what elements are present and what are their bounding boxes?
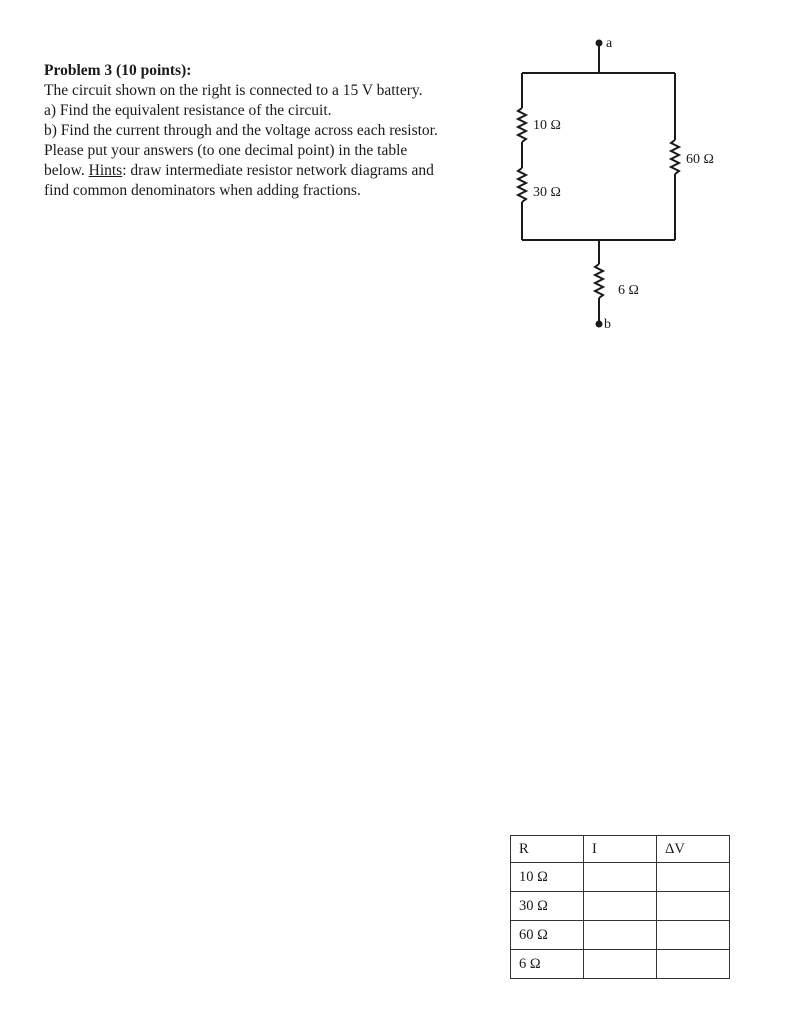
table-header-row [511, 836, 730, 863]
resistor-30-ohm [518, 168, 526, 202]
terminal-b-label: b [604, 317, 611, 332]
cell-resistance: 60 Ω [511, 921, 584, 950]
problem-line-5 [44, 161, 514, 181]
header-r: R [511, 836, 584, 863]
problem-statement [44, 61, 514, 201]
line-5-end: : draw intermediate resistor network diagrams and [122, 162, 434, 179]
terminal-a-label: a [606, 36, 613, 51]
problem-line-1: The circuit shown on the right is connected to a 15 V battery. [44, 82, 423, 99]
r3-label: 60 Ω [686, 152, 714, 167]
cell-voltage[interactable] [657, 892, 730, 921]
cell-voltage[interactable] [657, 921, 730, 950]
r1-label: 10 Ω [533, 118, 561, 133]
cell-current[interactable] [584, 921, 657, 950]
cell-resistance: 30 Ω [511, 892, 584, 921]
problem-line-2: a) Find the equivalent resistance of the circuit. [44, 102, 332, 119]
r4-label: 6 Ω [618, 283, 639, 298]
cell-resistance: 6 Ω [511, 950, 584, 979]
answer-table [510, 835, 730, 979]
table-row [511, 863, 730, 892]
cell-current[interactable] [584, 892, 657, 921]
problem-title: Problem 3 (10 points): [44, 62, 192, 79]
header-current: I [584, 836, 657, 863]
terminal-b-dot [596, 321, 603, 328]
resistor-10-ohm [518, 108, 526, 142]
line-5-start: below. [44, 162, 89, 179]
table-row [511, 892, 730, 921]
problem-line-6: find common denominators when adding fractions. [44, 182, 361, 199]
header-voltage: ΔV [657, 836, 730, 863]
problem-line-4: Please put your answers (to one decimal point) in the table [44, 142, 408, 159]
table-row [511, 921, 730, 950]
problem-line-3: b) Find the current through and the voltage across each resistor. [44, 122, 438, 139]
cell-voltage[interactable] [657, 950, 730, 979]
r2-label: 30 Ω [533, 185, 561, 200]
resistor-6-ohm [595, 264, 603, 298]
cell-voltage[interactable] [657, 863, 730, 892]
cell-current[interactable] [584, 950, 657, 979]
circuit-diagram [505, 28, 714, 338]
resistor-60-ohm [671, 140, 679, 174]
cell-resistance: 10 Ω [511, 863, 584, 892]
table-row [511, 950, 730, 979]
terminal-a-dot [596, 40, 603, 47]
cell-current[interactable] [584, 863, 657, 892]
hints-label: Hints [88, 162, 123, 179]
